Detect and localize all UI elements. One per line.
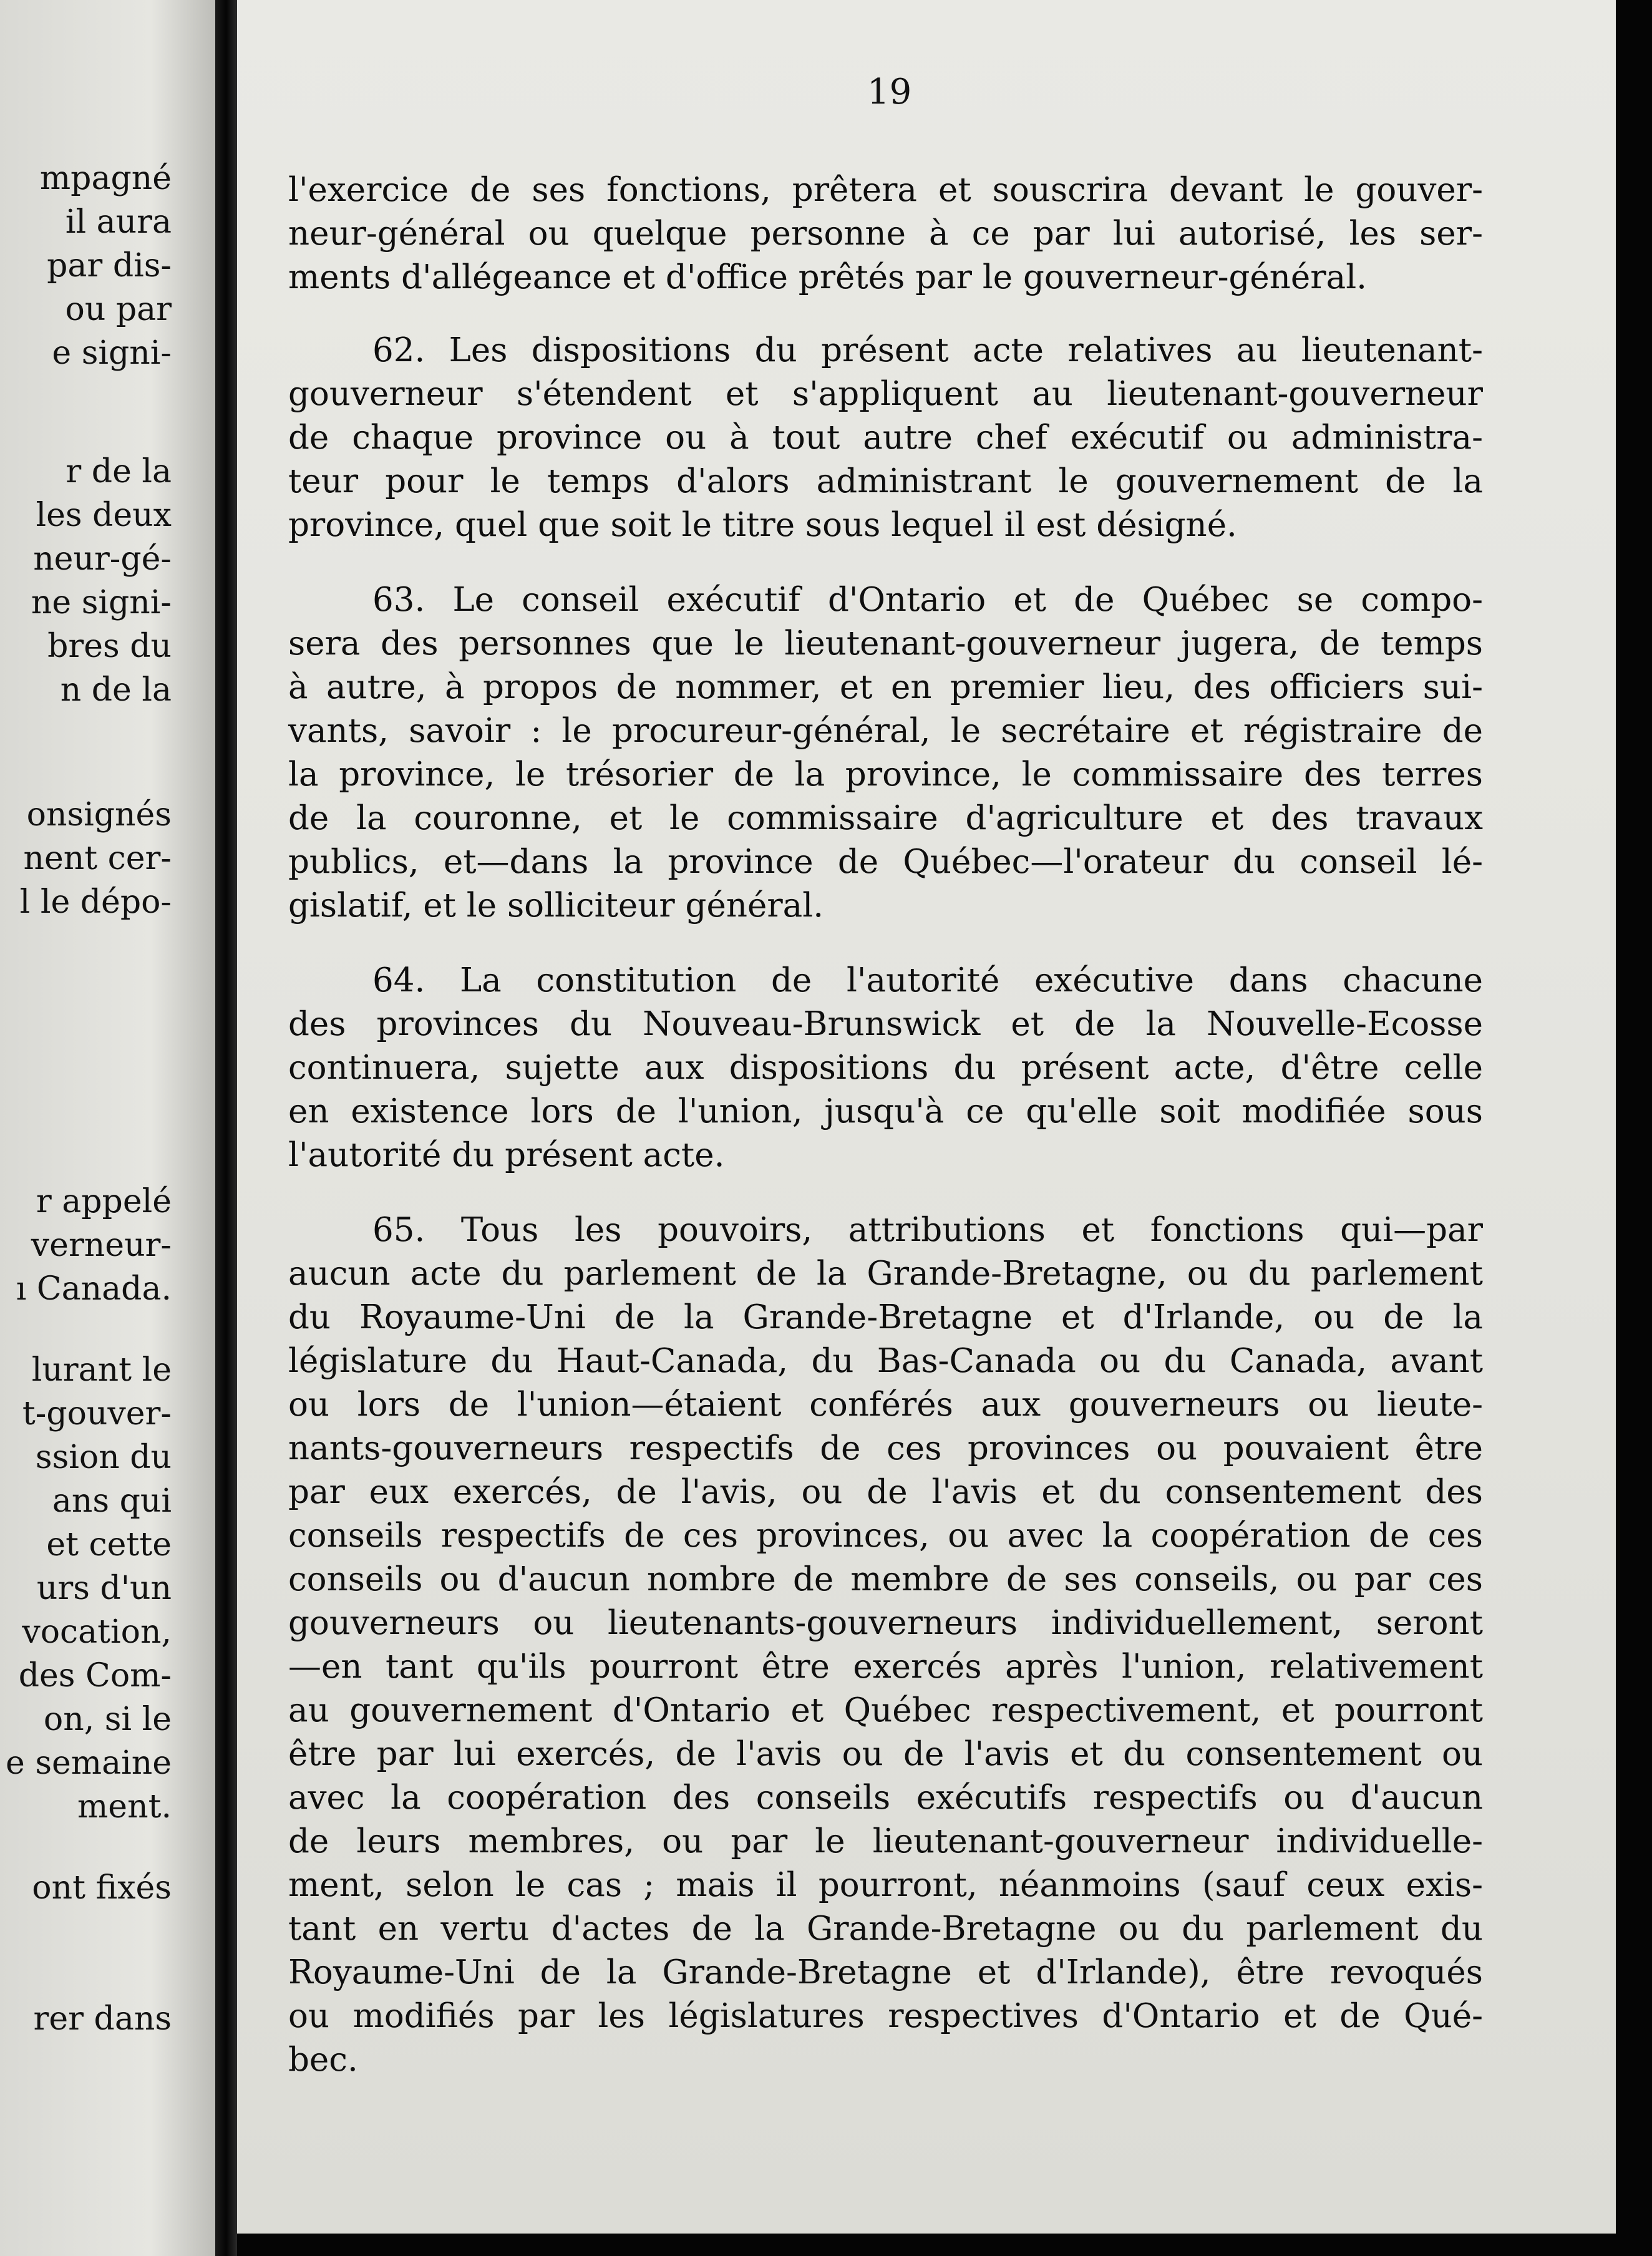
text-line: continuera, sujette aux dispositions du présent acte, d'être celle — [288, 1049, 1483, 1087]
section-62-start: 62. Les dispositions du présent acte relatives au lieutenant- — [372, 331, 1483, 369]
left-fragment: ssion du — [35, 1439, 172, 1476]
left-fragment: vocation, — [22, 1613, 172, 1651]
left-fragment: n de la — [60, 671, 172, 709]
text-line: gouverneurs ou lieutenants-gouverneurs individuellement, seront — [288, 1604, 1483, 1642]
text-line: de chaque province ou à tout autre chef exécutif ou administra- — [288, 419, 1483, 457]
left-fragment: bres du — [47, 628, 172, 665]
left-fragment: verneur- — [31, 1227, 172, 1264]
left-fragment: e signi- — [52, 334, 172, 372]
scan-border-right — [1616, 0, 1652, 2256]
section-64-start: 64. La constitution de l'autorité exécutive dans chacune — [372, 961, 1483, 999]
left-fragment: nent cer- — [23, 840, 172, 877]
text-line: à autre, à propos de nommer, et en premier lieu, des officiers sui- — [288, 668, 1483, 706]
text-line: de la couronne, et le commissaire d'agriculture et des travaux — [288, 799, 1483, 837]
left-fragment: lurant le — [31, 1351, 172, 1389]
text-line: la province, le trésorier de la province, le commissaire des terres — [288, 756, 1483, 794]
left-fragment: il aura — [65, 203, 172, 241]
left-fragment: ou par — [65, 291, 172, 328]
left-fragment: et cette — [46, 1526, 172, 1563]
left-fragment: e semaine — [6, 1744, 172, 1782]
text-line: sera des personnes que le lieutenant-gouverneur jugera, de temps — [288, 625, 1483, 663]
text-line: des provinces du Nouveau-Brunswick et de la Nouvelle-Ecosse — [288, 1005, 1483, 1043]
text-line: gouverneur s'étendent et s'appliquent au lieutenant-gouverneur — [288, 375, 1483, 413]
left-fragment: ne signi- — [31, 584, 172, 621]
left-fragment: urs d'un — [36, 1570, 172, 1607]
text-line: de leurs membres, ou par le lieutenant-gouverneur individuelle- — [288, 1822, 1483, 1860]
book-gutter — [215, 0, 237, 2256]
text-line: Royaume-Uni de la Grande-Bretagne et d'Irlande), être revoqués — [288, 1953, 1483, 1991]
text-line: ou modifiés par les législatures respectives d'Ontario et de Qué- — [288, 1997, 1483, 2035]
text-line: en existence lors de l'union, jusqu'à ce qu'elle soit modifiée sous — [288, 1092, 1483, 1130]
text-line: tant en vertu d'actes de la Grande-Bretagne ou du parlement du — [288, 1910, 1483, 1948]
text-line: ments d'allégeance et d'office prêtés par le gouverneur-général. — [288, 258, 1368, 296]
text-line: gislatif, et le solliciteur général. — [288, 887, 824, 925]
scan-border-bottom — [237, 2234, 1616, 2256]
text-line: —en tant qu'ils pourront être exercés après l'union, relativement — [288, 1648, 1483, 1686]
left-fragment: r de la — [66, 453, 172, 490]
text-line: teur pour le temps d'alors administrant le gouvernement de la — [288, 462, 1483, 500]
left-fragment: neur-gé- — [33, 540, 172, 578]
text-line: législature du Haut-Canada, du Bas-Canada ou du Canada, avant — [288, 1342, 1483, 1380]
left-fragment: ment. — [77, 1788, 172, 1826]
left-fragment: ont fixés — [32, 1869, 172, 1907]
text-line: au gouvernement d'Ontario et Québec respectivement, et pourront — [288, 1691, 1483, 1729]
left-fragment: on, si le — [43, 1701, 172, 1738]
section-63-start: 63. Le conseil exécutif d'Ontario et de Québec se compo- — [372, 581, 1483, 619]
left-fragment: les deux — [36, 497, 172, 534]
text-line: avec la coopération des conseils exécutifs respectifs ou d'aucun — [288, 1779, 1483, 1817]
left-fragment: ans qui — [52, 1482, 172, 1520]
page-number: 19 — [867, 72, 912, 112]
left-fragment: des Com- — [18, 1657, 172, 1694]
left-fragment: l le dépo- — [19, 883, 172, 921]
left-fragment: rer dans — [33, 2000, 172, 2038]
text-line: ou lors de l'union—étaient conférés aux gouverneurs ou lieute- — [288, 1386, 1483, 1424]
section-65-start: 65. Tous les pouvoirs, attributions et fonctions qui—par — [372, 1211, 1483, 1249]
left-fragment: mpagné — [39, 160, 172, 197]
left-fragment: onsignés — [26, 796, 172, 834]
text-line: l'autorité du présent acte. — [288, 1136, 725, 1174]
text-line: l'exercice de ses fonctions, prêtera et souscrira devant le gouver- — [288, 171, 1483, 209]
left-fragment: t-gouver- — [22, 1395, 172, 1432]
text-line: bec. — [288, 2041, 358, 2079]
text-line: conseils respectifs de ces provinces, ou avec la coopération de ces — [288, 1517, 1483, 1555]
text-line: vants, savoir : le procureur-général, le secrétaire et régistraire de — [288, 712, 1483, 750]
text-line: ment, selon le cas ; mais il pourront, néanmoins (sauf ceux exis- — [288, 1866, 1483, 1904]
text-line: par eux exercés, de l'avis, ou de l'avis et du consentement des — [288, 1473, 1483, 1511]
left-fragment: r appelé — [36, 1183, 172, 1220]
text-line: publics, et—dans la province de Québec—l'orateur du conseil lé- — [288, 843, 1483, 881]
text-line: nants-gouverneurs respectifs de ces provinces ou pouvaient être — [288, 1429, 1483, 1467]
text-line: province, quel que soit le titre sous lequel il est désigné. — [288, 506, 1237, 544]
left-fragment: par dis- — [47, 247, 172, 284]
text-line: conseils ou d'aucun nombre de membre de ses conseils, ou par ces — [288, 1560, 1483, 1598]
text-line: neur-général ou quelque personne à ce par lui autorisé, les ser- — [288, 215, 1483, 253]
current-page — [237, 0, 1616, 2234]
text-line: être par lui exercés, de l'avis ou de l'avis et du consentement ou — [288, 1735, 1483, 1773]
text-line: aucun acte du parlement de la Grande-Bretagne, ou du parlement — [288, 1255, 1483, 1293]
previous-page-edge — [0, 0, 215, 2256]
left-fragment: ı Canada. — [16, 1270, 172, 1308]
text-line: du Royaume-Uni de la Grande-Bretagne et d'Irlande, ou de la — [288, 1298, 1483, 1336]
